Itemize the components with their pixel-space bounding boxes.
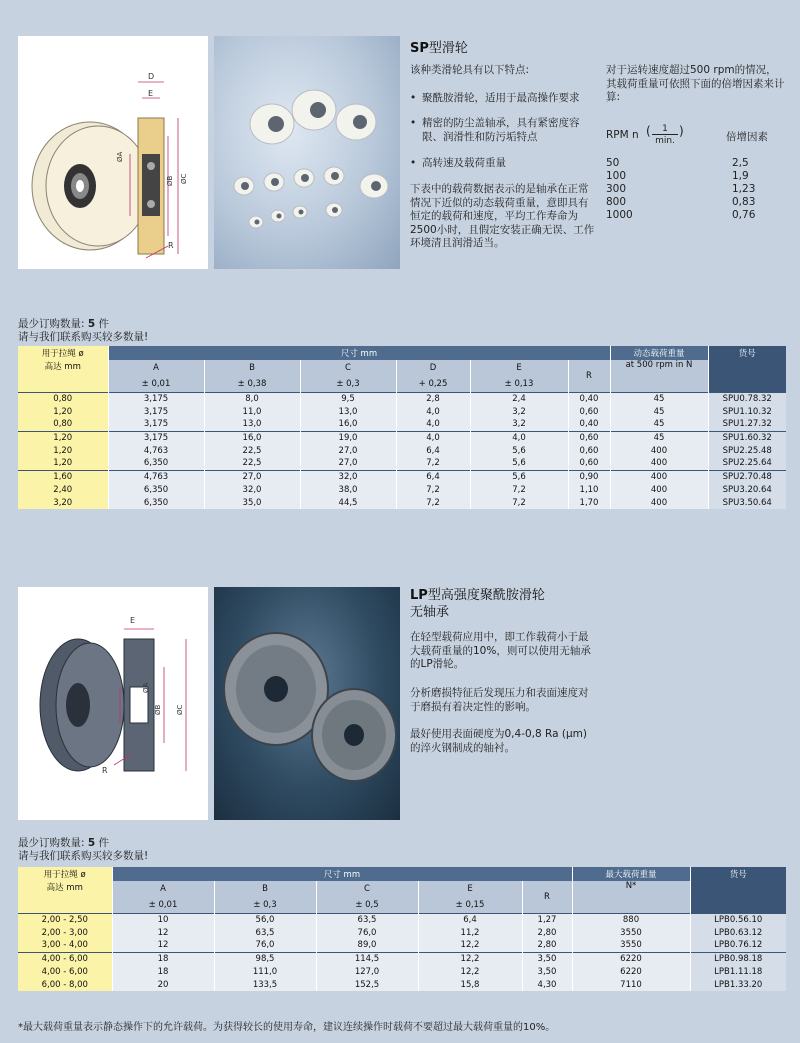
sp-dim-c: C (300, 360, 396, 376)
rpm-value: 50 (606, 157, 620, 169)
sp-load-header-1: 动态载荷重量 (610, 346, 708, 360)
table-cell: 32,0 (204, 483, 300, 496)
sp-label-r: R (168, 241, 174, 250)
lp-moq (18, 837, 148, 863)
table-cell: 1,60 (18, 470, 108, 483)
sp-tol-c: ± 0,3 (300, 376, 396, 392)
sp-label-e: E (148, 89, 154, 98)
table-cell: 1,20 (18, 431, 108, 444)
table-cell: 3,175 (108, 418, 204, 431)
table-cell: 0,40 (568, 392, 610, 405)
rpm-row (606, 209, 786, 222)
rpm-paren-open: ( (646, 124, 651, 138)
lp-moq-suffix: 件 (95, 837, 110, 849)
rpm-header (606, 124, 786, 150)
lp-moq-value: 5 (87, 837, 96, 849)
table-cell: SPU3.20.64 (708, 483, 786, 496)
table-cell: 1,20 (18, 405, 108, 418)
table-cell: 114,5 (316, 952, 418, 965)
table-cell: LPB0.76.12 (690, 939, 786, 952)
sp-title (410, 37, 468, 56)
lp-dim-r: R (522, 881, 572, 913)
table-cell: 32,0 (300, 470, 396, 483)
table-cell: 3,175 (108, 405, 204, 418)
rpm-rows (606, 157, 786, 222)
sp-intro: 该种类滑轮具有以下特点: (410, 64, 530, 76)
table-row (18, 418, 786, 431)
lp-tol-a: ± 0,01 (112, 897, 214, 913)
table-row (18, 978, 786, 991)
lp-drawing-svg (18, 587, 208, 820)
table-row (18, 483, 786, 496)
sp-moq (18, 318, 148, 344)
sp-label-d: D (148, 72, 155, 81)
sp-dim-r: R (568, 360, 610, 392)
table-cell: 76,0 (316, 926, 418, 939)
rpm-value: 300 (606, 183, 627, 195)
table-cell: 45 (610, 431, 708, 444)
table-cell: 400 (610, 444, 708, 457)
table-cell: 1,27 (522, 913, 572, 926)
table-cell: 2,80 (522, 926, 572, 939)
sp-bullet-1: • 聚酰胺滑轮，适用于最高操作要求 (410, 92, 580, 104)
table-cell: 63,5 (214, 926, 316, 939)
lp-load-header-2: N* (572, 881, 690, 913)
sp-title-rest: 型滑轮 (428, 41, 468, 56)
sp-dim-header: 尺寸 mm (108, 346, 610, 360)
table-cell: 98,5 (214, 952, 316, 965)
table-cell: 400 (610, 457, 708, 470)
lp-title-line2: 无轴承 (410, 605, 450, 620)
rpm-frac-den: min. (655, 136, 675, 146)
rpm-label: RPM n (606, 129, 639, 141)
lp-tol-c: ± 0,5 (316, 897, 418, 913)
rpm-row (606, 183, 786, 196)
table-cell: 13,0 (300, 405, 396, 418)
lp-label-e: E (130, 616, 136, 625)
table-cell: 45 (610, 392, 708, 405)
table-cell: 3,50 (522, 965, 572, 978)
sp-body: 下表中的载荷数据表示的是轴承在正常情况下近似的动态载荷重量，意即具有恒定的载荷和速度，平均工作寿命为2500小时，且假定安装正确无误、工作环境清且润滑适当。 (410, 183, 595, 249)
table-cell: 6,4 (396, 444, 470, 457)
table-cell: 3,00 - 4,00 (18, 939, 112, 952)
table-cell: 400 (610, 483, 708, 496)
table-cell: 19,0 (300, 431, 396, 444)
sp-load-header-2: at 500 rpm in N (610, 360, 708, 392)
table-cell: 35,0 (204, 496, 300, 509)
sp-col-rope-2: 高达 mm (18, 360, 108, 392)
table-cell: LPB1.33.20 (690, 978, 786, 991)
table-cell: 3,20 (18, 496, 108, 509)
table-cell: 4,0 (396, 405, 470, 418)
table-cell: 8,0 (204, 392, 300, 405)
table-cell: SPU2.70.48 (708, 470, 786, 483)
lp-spec-table (18, 867, 786, 991)
lp-part-header: 货号 (690, 867, 786, 881)
sp-dim-a: A (108, 360, 204, 376)
table-cell: 27,0 (300, 444, 396, 457)
table-cell: 5,6 (470, 470, 568, 483)
table-cell: 22,5 (204, 457, 300, 470)
table-cell: 44,5 (300, 496, 396, 509)
lp-title-rest: 型高强度聚酰胺滑轮 (427, 588, 545, 603)
table-cell: 7,2 (470, 483, 568, 496)
rpm-row (606, 170, 786, 183)
table-row (18, 965, 786, 978)
sp-drawing-svg (18, 36, 208, 269)
table-cell: 0,80 (18, 392, 108, 405)
table-cell: 12,2 (418, 965, 522, 978)
lp-dim-b: B (214, 881, 316, 897)
table-cell: 4,30 (522, 978, 572, 991)
rpm-factor: 2,5 (732, 157, 749, 169)
table-cell: 133,5 (214, 978, 316, 991)
lp-moq-prefix: 最少订购数量: (18, 837, 88, 849)
table-cell: 7,2 (470, 496, 568, 509)
table-cell: 0,60 (568, 431, 610, 444)
sp-tol-e: ± 0,13 (470, 376, 568, 392)
table-cell: 20 (112, 978, 214, 991)
table-row (18, 457, 786, 470)
rpm-row (606, 157, 786, 170)
table-cell: 4,0 (396, 431, 470, 444)
rpm-value: 1000 (606, 209, 633, 221)
sp-bullet-3: • 高转速及载荷重量 (410, 157, 506, 169)
sp-photo-svg (214, 36, 400, 269)
sp-moq-prefix: 最少订购数量: (18, 318, 88, 330)
table-cell: 6,350 (108, 483, 204, 496)
table-cell: 15,8 (418, 978, 522, 991)
sp-col-rope-1: 用于拉绳 ø (18, 346, 108, 360)
table-cell: 45 (610, 405, 708, 418)
sp-dim-e: E (470, 360, 568, 376)
lp-title (410, 587, 545, 621)
table-row (18, 496, 786, 509)
rpm-row (606, 196, 786, 209)
table-cell: 11,0 (204, 405, 300, 418)
sp-tol-b: ± 0,38 (204, 376, 300, 392)
table-cell: 152,5 (316, 978, 418, 991)
table-cell: 4,763 (108, 444, 204, 457)
table-cell: 16,0 (300, 418, 396, 431)
lp-table-wrap (18, 867, 786, 991)
table-row (18, 392, 786, 405)
table-cell: LPB1.11.18 (690, 965, 786, 978)
sp-part-header: 货号 (708, 346, 786, 360)
sp-dim-d: D (396, 360, 470, 376)
sp-moq-line1 (18, 318, 148, 331)
table-cell: 12,2 (418, 952, 522, 965)
table-row (18, 431, 786, 444)
table-row (18, 913, 786, 926)
sp-bullet-1-text: 聚酰胺滑轮，适用于最高操作要求 (422, 92, 580, 104)
sp-part-header-blank (708, 360, 786, 392)
sp-bullet-2-text: 精密的防尘盖轴承，具有紧密度容限、润滑性和防污垢特点 (422, 117, 580, 143)
table-cell: 111,0 (214, 965, 316, 978)
sp-product-photo (214, 36, 400, 269)
table-cell: 6,4 (396, 470, 470, 483)
table-cell: 4,0 (396, 418, 470, 431)
sp-technical-drawing (18, 36, 208, 269)
table-cell: 0,80 (18, 418, 108, 431)
table-cell: 63,5 (316, 913, 418, 926)
lp-paragraph-3: 最好使用表面硬度为0,4-0,8 Ra (µm)的淬火钢制成的轴衬。 (410, 728, 587, 754)
table-cell: 16,0 (204, 431, 300, 444)
table-cell: 400 (610, 496, 708, 509)
sp-table-body (18, 392, 786, 509)
table-cell: 2,80 (522, 939, 572, 952)
table-cell: 5,6 (470, 444, 568, 457)
table-cell: 5,6 (470, 457, 568, 470)
table-cell: 0,90 (568, 470, 610, 483)
lp-title-line1 (410, 587, 545, 604)
table-cell: 89,0 (316, 939, 418, 952)
table-cell: 6220 (572, 952, 690, 965)
table-cell: 3,175 (108, 392, 204, 405)
lp-part-header-blank (690, 881, 786, 913)
table-cell: 0,60 (568, 405, 610, 418)
table-cell: 0,60 (568, 444, 610, 457)
table-cell: 4,00 - 6,00 (18, 952, 112, 965)
table-row (18, 939, 786, 952)
table-cell: 1,20 (18, 444, 108, 457)
table-cell: 56,0 (214, 913, 316, 926)
table-cell: 12 (112, 939, 214, 952)
sp-spec-table (18, 346, 786, 509)
lp-moq-line2: 请与我们联系购买较多数量! (18, 850, 149, 862)
lp-load-header-1: 最大载荷重量 (572, 867, 690, 881)
table-cell: 2,00 - 2,50 (18, 913, 112, 926)
table-cell: 7,2 (396, 496, 470, 509)
table-cell: 1,10 (568, 483, 610, 496)
table-row (18, 952, 786, 965)
lp-table-body (18, 913, 786, 991)
table-cell: SPU1.27.32 (708, 418, 786, 431)
table-cell: 4,763 (108, 470, 204, 483)
table-cell: 9,5 (300, 392, 396, 405)
lp-product-photo (214, 587, 400, 820)
sp-label-c: ØC (180, 173, 188, 184)
table-cell: 12,2 (418, 939, 522, 952)
table-cell: 6,00 - 8,00 (18, 978, 112, 991)
table-cell: 10 (112, 913, 214, 926)
table-cell: 3,50 (522, 952, 572, 965)
rpm-value: 100 (606, 170, 627, 182)
lp-title-bold: LP (410, 588, 428, 603)
lp-label-r: R (102, 766, 108, 775)
table-cell: 18 (112, 965, 214, 978)
rpm-paren-close: ) (679, 124, 684, 138)
table-cell: 3,2 (470, 418, 568, 431)
table-cell: 127,0 (316, 965, 418, 978)
sp-bullet-2: • 精密的防尘盖轴承，具有紧密度容限、润滑性和防污垢特点 (410, 117, 596, 144)
table-cell: 11,2 (418, 926, 522, 939)
table-cell: 6,350 (108, 457, 204, 470)
table-cell: 4,0 (470, 431, 568, 444)
table-cell: 76,0 (214, 939, 316, 952)
lp-col-rope-2: 高达 mm (18, 881, 112, 913)
table-cell: 2,00 - 3,00 (18, 926, 112, 939)
table-cell: 880 (572, 913, 690, 926)
lp-footnote: *最大载荷重量表示静态操作下的允许载荷。为获得较长的使用寿命，建议连续操作时载荷不要超过最大载荷重量的10%。 (18, 1022, 556, 1033)
lp-dim-a: A (112, 881, 214, 897)
table-cell: 3550 (572, 939, 690, 952)
table-cell: SPU1.10.32 (708, 405, 786, 418)
table-cell: 6,4 (418, 913, 522, 926)
lp-col-rope-1: 用于拉绳 ø (18, 867, 112, 881)
sp-bullet-3-text: 高转速及载荷重量 (422, 157, 506, 169)
table-cell: 4,00 - 6,00 (18, 965, 112, 978)
table-row (18, 470, 786, 483)
sp-table-wrap (18, 346, 786, 509)
lp-label-b: ØB (154, 704, 162, 715)
rpm-factor: 0,76 (732, 209, 756, 221)
sp-label-b: ØB (166, 175, 174, 186)
sp-moq-line2: 请与我们联系购买较多数量! (18, 331, 149, 343)
rpm-factor: 1,9 (732, 170, 749, 182)
rpm-value: 800 (606, 196, 627, 208)
lp-tol-b: ± 0,3 (214, 897, 316, 913)
table-cell: SPU2.25.48 (708, 444, 786, 457)
table-cell: 2,8 (396, 392, 470, 405)
table-row (18, 405, 786, 418)
rpm-frac-num: 1 (652, 124, 678, 135)
sp-tol-a: ± 0,01 (108, 376, 204, 392)
table-row (18, 926, 786, 939)
table-cell: SPU1.60.32 (708, 431, 786, 444)
table-cell: SPU3.50.64 (708, 496, 786, 509)
lp-technical-drawing (18, 587, 208, 820)
lp-label-a: ØA (142, 682, 150, 693)
table-cell: SPU0.78.32 (708, 392, 786, 405)
table-cell: 1,70 (568, 496, 610, 509)
factor-label: 倍增因素 (726, 131, 768, 143)
lp-label-c: ØC (176, 704, 184, 715)
table-cell: SPU2.25.64 (708, 457, 786, 470)
table-cell: 18 (112, 952, 214, 965)
table-cell: 3550 (572, 926, 690, 939)
table-cell: LPB0.56.10 (690, 913, 786, 926)
table-cell: 7110 (572, 978, 690, 991)
table-cell: 6220 (572, 965, 690, 978)
table-cell: 6,350 (108, 496, 204, 509)
table-cell: 22,5 (204, 444, 300, 457)
table-cell: 0,60 (568, 457, 610, 470)
table-cell: 400 (610, 470, 708, 483)
table-cell: 0,40 (568, 418, 610, 431)
lp-paragraph-1: 在轻型载荷应用中，即工作载荷小于最大载荷重量的10%，则可以使用无轴承的LP滑轮。 (410, 631, 591, 670)
table-row (18, 444, 786, 457)
sp-moq-value: 5 (87, 318, 96, 330)
lp-photo-svg (214, 587, 400, 820)
rpm-factor: 1,23 (732, 183, 756, 195)
table-cell: 3,2 (470, 405, 568, 418)
table-cell: 12 (112, 926, 214, 939)
table-cell: 27,0 (204, 470, 300, 483)
table-cell: 2,4 (470, 392, 568, 405)
lp-dim-header: 尺寸 mm (112, 867, 572, 881)
table-cell: 1,20 (18, 457, 108, 470)
table-cell: 2,40 (18, 483, 108, 496)
table-cell: 3,175 (108, 431, 204, 444)
lp-dim-e: E (418, 881, 522, 897)
lp-dim-c: C (316, 881, 418, 897)
sp-moq-suffix: 件 (95, 318, 110, 330)
table-cell: 7,2 (396, 483, 470, 496)
table-cell: LPB0.98.18 (690, 952, 786, 965)
table-cell: 7,2 (396, 457, 470, 470)
sp-title-bold: SP (410, 41, 429, 56)
lp-paragraph-2: 分析磨损特征后发现压力和表面速度对于磨损有着决定性的影响。 (410, 687, 589, 713)
sp-right-note: 对于运转速度超过500 rpm的情况，其载荷重量可依照下面的倍增因素来计算: (606, 64, 785, 103)
table-cell: LPB0.63.12 (690, 926, 786, 939)
table-cell: 45 (610, 418, 708, 431)
table-cell: 27,0 (300, 457, 396, 470)
table-cell: 38,0 (300, 483, 396, 496)
lp-tol-e: ± 0,15 (418, 897, 522, 913)
lp-moq-line1 (18, 837, 148, 850)
sp-dim-b: B (204, 360, 300, 376)
sp-tol-d: + 0,25 (396, 376, 470, 392)
sp-label-a: ØA (116, 151, 124, 162)
rpm-factor: 0,83 (732, 196, 756, 208)
table-cell: 13,0 (204, 418, 300, 431)
